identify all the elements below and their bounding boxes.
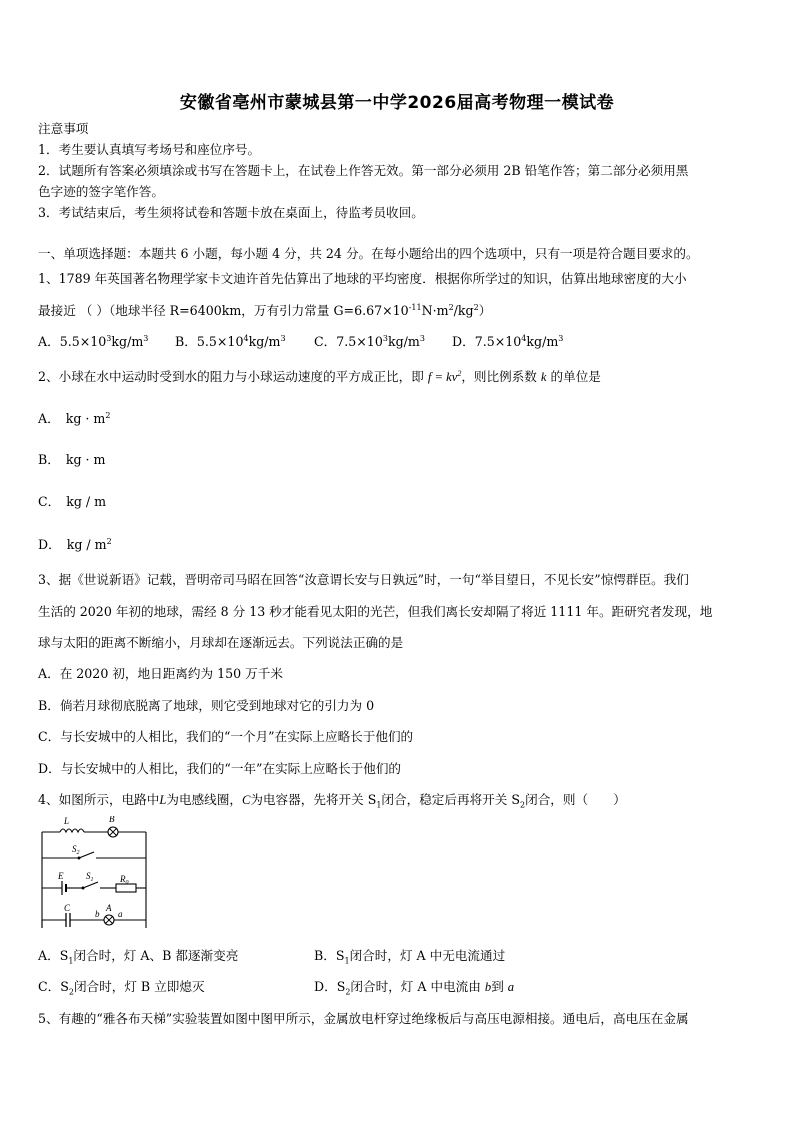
option-exp2: 3 xyxy=(280,333,286,343)
q1-option-c[interactable] xyxy=(314,333,425,351)
q2-option-b[interactable] xyxy=(38,451,106,469)
q2-option-c[interactable] xyxy=(38,493,106,511)
label-E: E xyxy=(58,871,64,881)
label-S1: $S_1$ xyxy=(86,871,94,883)
q4-text-5: 闭合，则（ ） xyxy=(525,792,626,807)
q4-C-var: C xyxy=(241,793,251,807)
q4-option-d[interactable] xyxy=(314,978,514,996)
q4-stem xyxy=(38,791,758,809)
switch-s2-blade xyxy=(79,852,94,858)
option-unit: kg / m xyxy=(66,537,107,552)
option-var-a: a xyxy=(507,980,515,994)
option-unit: kg/m xyxy=(111,334,144,349)
label-B: B xyxy=(109,816,115,824)
q3-option-a[interactable]: A．在 2020 初，地日距离约为 150 万千米 xyxy=(38,666,283,681)
notice-item-2: 2．试题所有答案必须填涂或书写在答题卡上，在试卷上作答无效。第一部分必须用 2B 铅笔作答；第二部分必须用黑 xyxy=(38,163,689,178)
q4-option-a[interactable] xyxy=(38,947,238,965)
option-exp2: 3 xyxy=(419,333,425,343)
q3-option-b[interactable]: B．倘若月球彻底脱离了地球，则它受到地球对它的引力为 0 xyxy=(38,698,375,713)
q5-stem-line1: 5、有趣的“雅各布天梯”实验装置如图中图甲所示，金属放电杆穿过绝缘板后与高压电源相接。通电后，高电压在金属 xyxy=(38,1011,689,1026)
option-text: A．5.5×10 xyxy=(38,334,107,349)
option-unit: kg/m xyxy=(387,334,420,349)
option-sub: 2 xyxy=(68,987,74,997)
q1-text: 最接近 （ ）（地球半径 R=6400km，万有引力常量 G=6.67×10 xyxy=(38,303,409,318)
option-text: B．5.5×10 xyxy=(175,334,244,349)
q2-option-a[interactable] xyxy=(38,410,110,428)
q1-exp: -11 xyxy=(408,302,422,312)
option-text: D．7.5×10 xyxy=(452,334,522,349)
option-exp: 3 xyxy=(106,333,112,343)
q1-unit2: /kg xyxy=(453,303,474,318)
q1-option-d[interactable] xyxy=(452,333,563,351)
q4-option-b[interactable] xyxy=(314,947,505,965)
notice-heading: 注意事项 xyxy=(38,121,89,136)
q1-close: ） xyxy=(478,303,492,318)
option-text-2: 闭合时，灯 B 立即熄灭 xyxy=(73,979,205,994)
option-exp2: 3 xyxy=(143,333,149,343)
option-exp: 2 xyxy=(106,536,112,546)
q2-k-var: k xyxy=(540,370,547,384)
label-R0: $R_0$ xyxy=(120,874,129,886)
q1-option-b[interactable] xyxy=(175,333,286,351)
q1-stem-line2 xyxy=(38,302,758,320)
q1-option-a[interactable] xyxy=(38,333,148,351)
q1-exp3: 2 xyxy=(473,302,479,312)
option-exp: 4 xyxy=(243,333,249,343)
q4-text-4: 闭合，稳定后再将开关 S xyxy=(381,792,520,807)
section-heading: 一、单项选择题：本题共 6 小题，每小题 4 分，共 24 分。在每小题给出的四个选项中，只有一项是符合题目要求的。 xyxy=(38,246,699,261)
label-A: A xyxy=(106,903,112,913)
option-var-b: b xyxy=(484,980,492,994)
option-sub: 2 xyxy=(345,987,351,997)
q4-text-2: 为电感线圈， xyxy=(166,792,242,807)
option-label: D． xyxy=(38,537,61,552)
q4-sub2: 2 xyxy=(520,800,526,810)
q4-L-var: L xyxy=(159,793,167,807)
inductor-coil xyxy=(60,829,84,832)
option-unit: kg / m xyxy=(66,494,107,509)
circuit-diagram xyxy=(38,816,153,936)
option-text: A．S xyxy=(38,948,69,963)
formula-exp: 2 xyxy=(457,368,462,378)
option-exp2: 3 xyxy=(558,333,564,343)
option-unit: kg/m xyxy=(526,334,559,349)
page-title: 安徽省亳州市蒙城县第一中学2026届高考物理一模试卷 xyxy=(179,93,615,113)
option-unit: kg · m xyxy=(65,452,106,467)
option-text: B．S xyxy=(314,948,345,963)
notice-item-1: 1．考生要认真填写考场号和座位序号。 xyxy=(38,142,261,157)
option-sub: 1 xyxy=(68,956,74,966)
q4-option-c[interactable] xyxy=(38,978,205,996)
option-text-2: 闭合时，灯 A、B 都逐渐变亮 xyxy=(73,948,239,963)
option-sub: 1 xyxy=(344,956,350,966)
option-exp: 2 xyxy=(105,410,111,420)
option-text-2: 闭合时，灯 A 中无电流通过 xyxy=(349,948,506,963)
option-text: C．S xyxy=(38,979,69,994)
option-label: A． xyxy=(38,411,60,426)
formula-text: f = kv xyxy=(427,370,458,384)
notice-item-3: 3．考试结束后，考生须将试卷和答题卡放在桌面上，待监考员收回。 xyxy=(38,205,424,220)
option-exp: 4 xyxy=(521,333,527,343)
q2-stem xyxy=(38,368,758,386)
q1-exp2: 2 xyxy=(448,302,454,312)
option-unit: kg · m xyxy=(65,411,106,426)
q3-option-c[interactable]: C．与长安城中的人相比，我们的“一个月”在实际上应略长于他们的 xyxy=(38,729,414,744)
q1-unit: N·m xyxy=(421,303,449,318)
q2-text-3: 的单位是 xyxy=(550,369,601,384)
option-label: B． xyxy=(38,452,60,467)
label-L: L xyxy=(64,816,70,826)
option-text: D．S xyxy=(314,979,346,994)
q3-option-d[interactable]: D．与长安城中的人相比，我们的“一年”在实际上应略长于他们的 xyxy=(38,761,402,776)
notice-item-2-cont: 色字迹的签字笔作答。 xyxy=(38,184,164,199)
label-a: a xyxy=(118,909,123,919)
option-exp: 3 xyxy=(382,333,388,343)
option-text: C．7.5×10 xyxy=(314,334,383,349)
q1-stem-line1: 1、1789 年英国著名物理学家卡文迪许首先估算出了地球的平均密度．根据你所学过的知识，估算出地球密度的大小 xyxy=(38,271,687,286)
q3-stem-line1: 3、据《世说新语》记载，晋明帝司马昭在回答“汝意谓长安与日孰远”时，一句“举目望日，不见长安”惊愕群臣。我们 xyxy=(38,572,689,587)
option-text-2: 闭合时，灯 A 中电流由 xyxy=(350,979,481,994)
q2-formula xyxy=(428,370,461,384)
option-label: C． xyxy=(38,494,61,509)
option-unit: kg/m xyxy=(248,334,281,349)
q3-stem-line2: 生活的 2020 年初的地球，需经 8 分 13 秒才能看见太阳的光芒，但我们离长安却隔了将近 1111 年。距研究者发现，地 xyxy=(38,604,713,619)
option-text-3: 到 xyxy=(491,979,504,994)
q2-text: 2、小球在水中运动时受到水的阻力与小球运动速度的平方成正比，即 xyxy=(38,369,424,384)
q4-sub1: 1 xyxy=(376,800,382,810)
q3-stem-line3: 球与太阳的距离不断缩小，月球却在逐渐远去。下列说法正确的是 xyxy=(38,635,404,650)
q4-text: 4、如图所示，电路中 xyxy=(38,792,160,807)
label-S2: $S_2$ xyxy=(72,844,80,856)
label-b: b xyxy=(95,909,100,919)
q2-option-d[interactable] xyxy=(38,536,112,554)
q2-text-2: ，则比例系数 xyxy=(461,369,537,384)
label-C: C xyxy=(64,903,71,913)
q4-text-3: 为电容器，先将开关 S xyxy=(250,792,377,807)
